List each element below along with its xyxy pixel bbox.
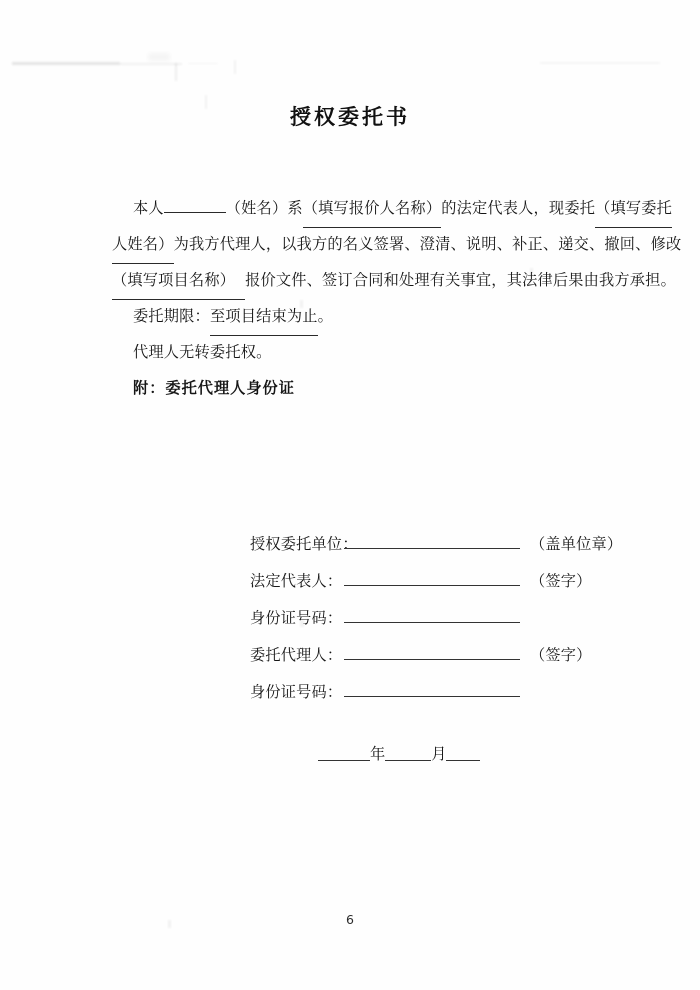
date-year-label: 年: [370, 745, 386, 763]
signature-note: （签字）: [530, 572, 592, 590]
signature-row-agent-id: [250, 681, 650, 718]
bidder-name-blank[interactable]: （填写报价人名称）: [303, 190, 442, 228]
signature-row-agent: [250, 644, 650, 681]
scan-artifact: [175, 63, 177, 81]
date-day-input[interactable]: [446, 746, 480, 761]
signature-row-legal-rep-id: [250, 607, 650, 644]
body-line-4-seg-1: 。: [317, 307, 334, 325]
body-line-2: [112, 226, 682, 262]
signature-row-unit: [250, 533, 650, 570]
agent-name-blank-end[interactable]: 人姓名）: [112, 226, 174, 264]
signature-label: 授权委托单位：: [250, 535, 358, 553]
date-month-label: 月: [431, 745, 447, 763]
body-line-1-seg-3: 的法定代表人，现委托: [441, 199, 596, 217]
signature-row-legal-rep: [250, 570, 650, 607]
project-name-blank[interactable]: （填写项目名称）: [112, 262, 245, 300]
body-line-3-seg-1: 报价文件、签订合同和处理有关事宜，其法律后果由我方承担。: [245, 271, 676, 289]
body-line-4: [112, 298, 626, 334]
body-line-5: 代理人无转委托权。: [133, 343, 272, 361]
body-line-1-seg-2: （姓名）系: [225, 199, 303, 217]
body-line-1: [112, 190, 673, 226]
signature-label: 身份证号码：: [250, 609, 343, 627]
signature-input-unit[interactable]: [344, 535, 520, 549]
signature-note: （盖单位章）: [530, 535, 623, 553]
scan-artifact: [12, 62, 120, 65]
agent-name-blank-start[interactable]: （填写委托: [595, 190, 672, 228]
date-year-input[interactable]: [318, 746, 370, 761]
signature-label: 委托代理人：: [250, 646, 343, 664]
entrust-period-label: 委托期限：: [133, 307, 210, 325]
scan-artifact: [148, 53, 170, 61]
page-title: 授权委托书: [290, 105, 410, 129]
signature-label: 身份证号码：: [250, 683, 343, 701]
entrust-period-value[interactable]: 至项目结束为止: [210, 298, 318, 336]
signature-input-agent[interactable]: [344, 646, 520, 660]
signature-input-agent-id[interactable]: [344, 683, 520, 697]
name-blank-field[interactable]: [164, 211, 226, 213]
body-line-2-seg-1: 为我方代理人，以我方的名义签署、澄清、说明、补正、递交、撤回、修改: [173, 235, 682, 253]
scan-artifact: [120, 63, 182, 65]
signature-note: （签字）: [530, 646, 592, 664]
scan-artifact: [188, 63, 218, 64]
body-text: [112, 190, 682, 406]
scan-artifact: [234, 60, 236, 74]
signature-input-legal-rep[interactable]: [344, 572, 520, 586]
signature-block: [250, 533, 650, 718]
attachment-note: 附：委托代理人身份证: [133, 379, 295, 397]
scan-artifact: [540, 62, 660, 64]
date-month-input[interactable]: [385, 746, 431, 761]
date-line: [318, 743, 480, 764]
body-line-1-seg-1: 本人: [133, 199, 164, 217]
body-line-3: [112, 262, 676, 298]
signature-label: 法定代表人：: [250, 572, 343, 590]
page-number: 6: [346, 912, 354, 927]
signature-input-legal-rep-id[interactable]: [344, 609, 520, 623]
